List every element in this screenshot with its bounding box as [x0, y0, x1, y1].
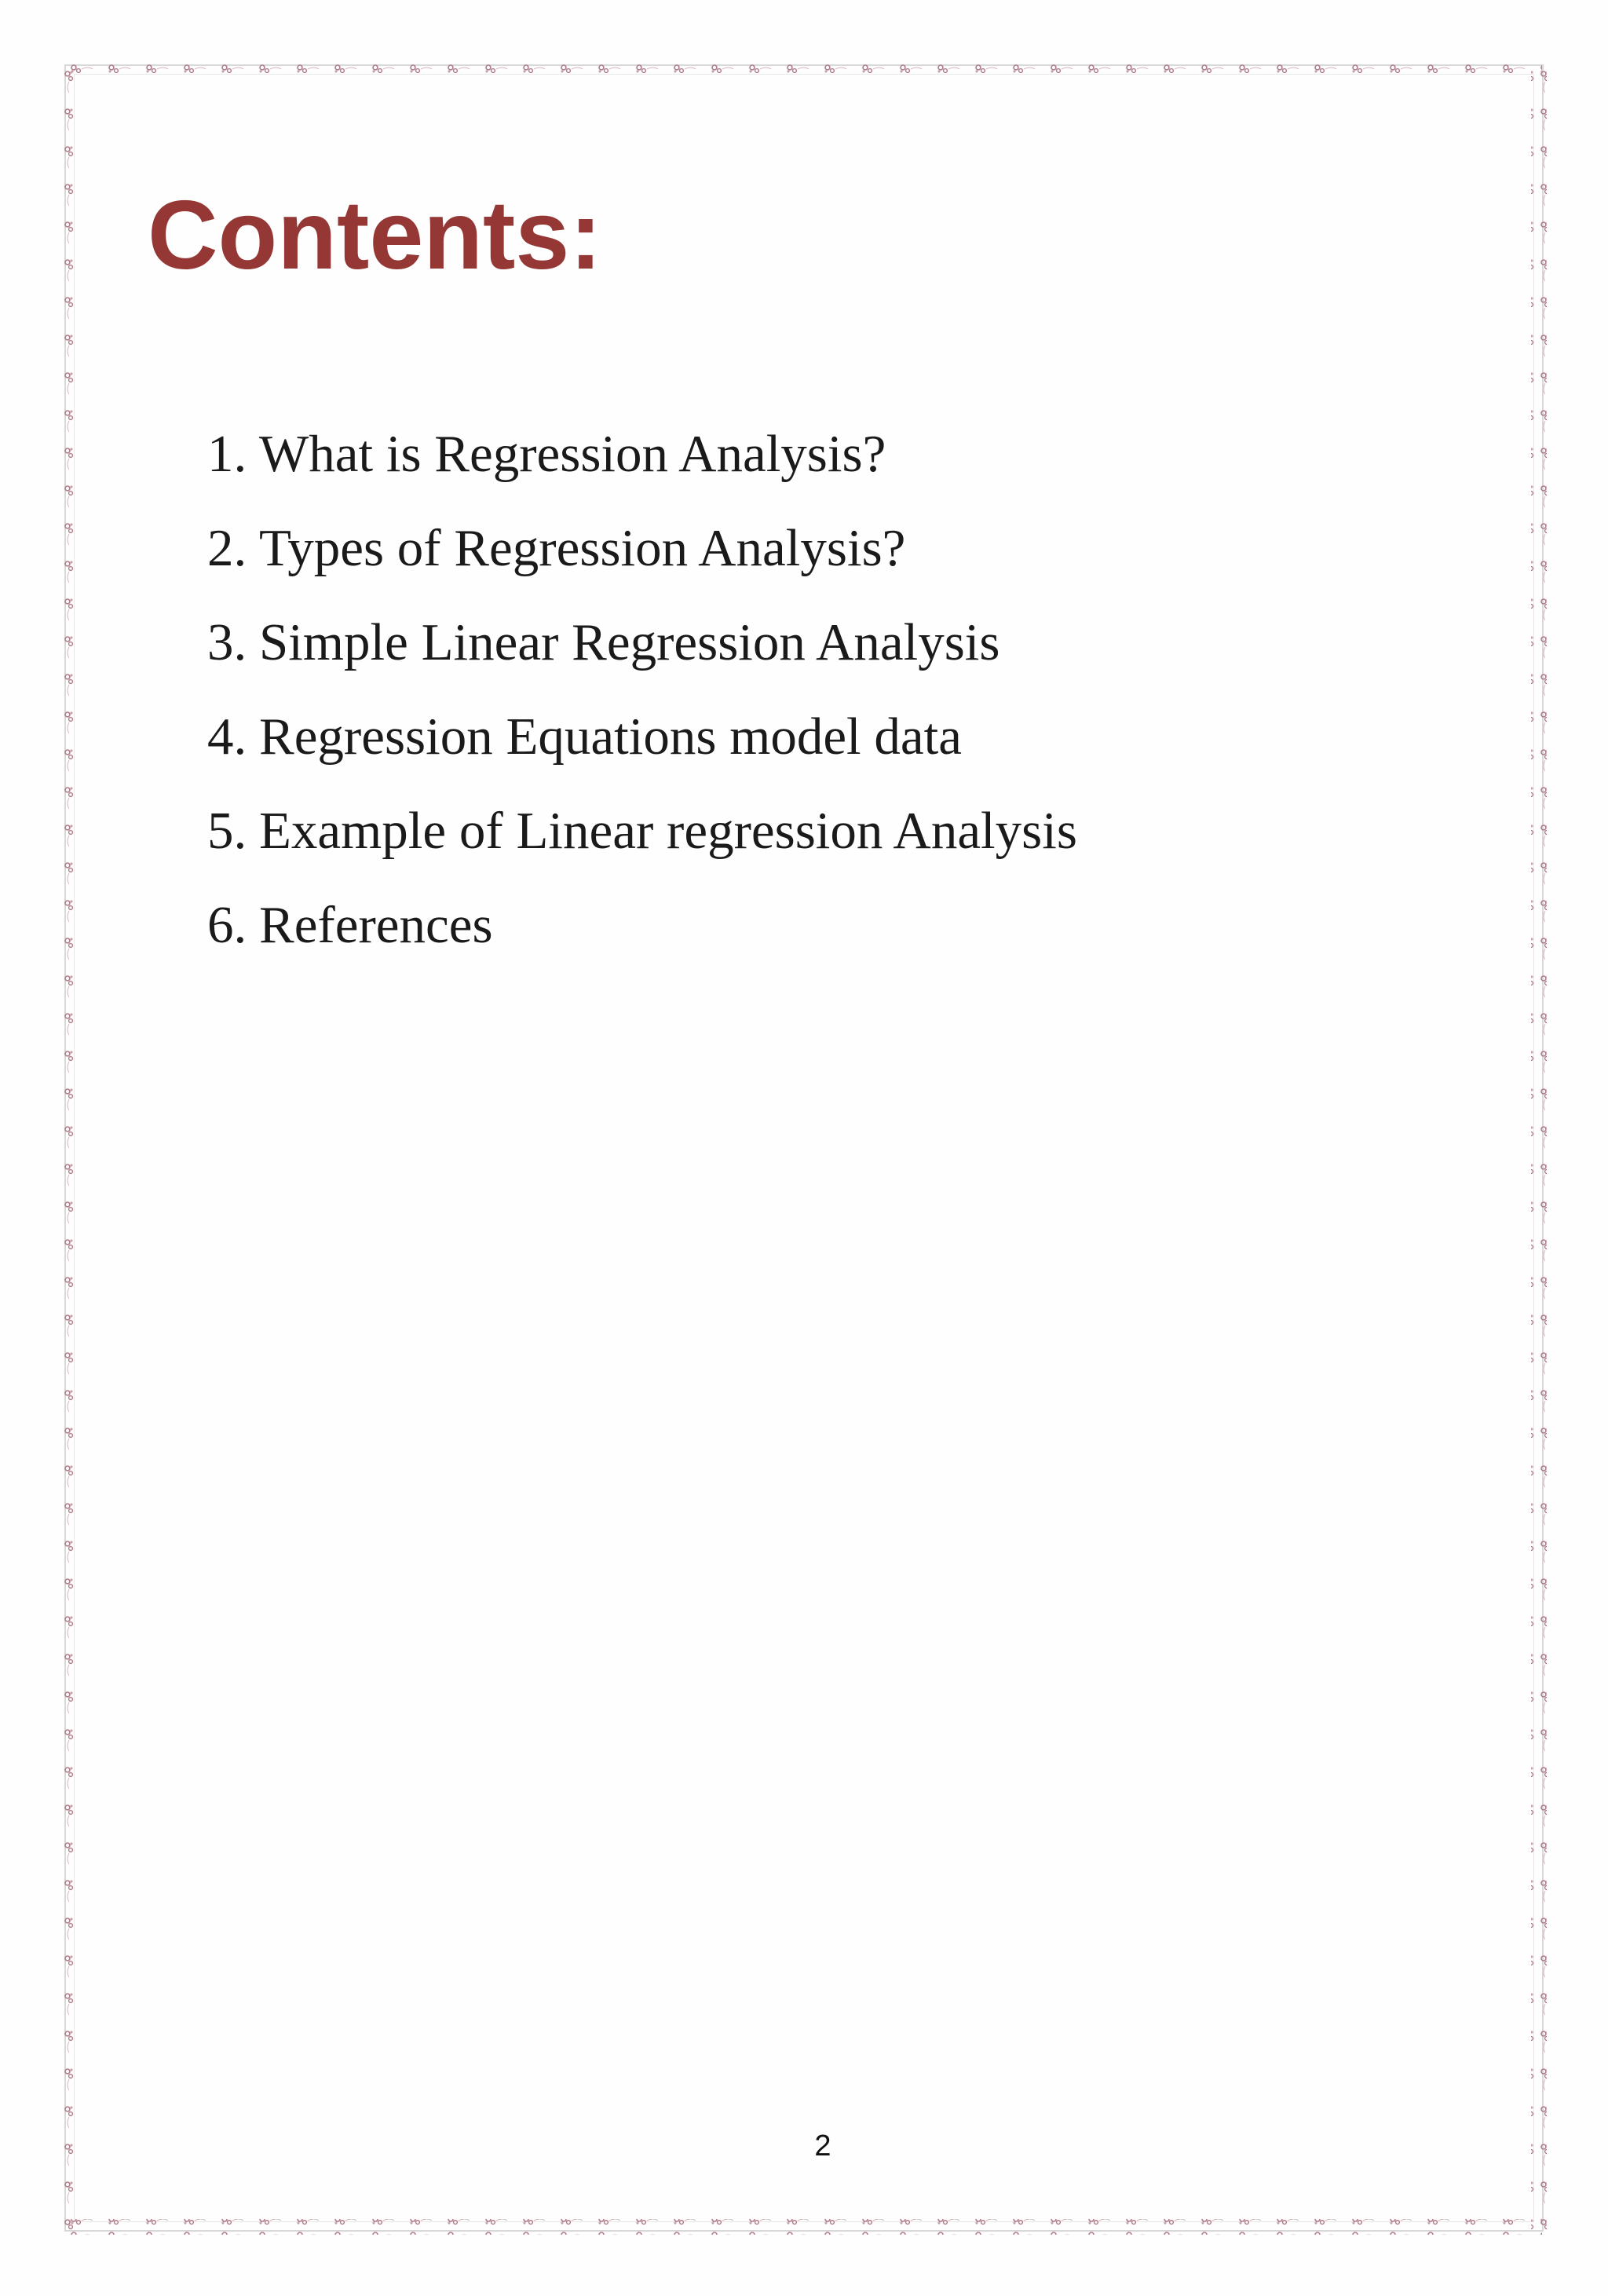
toc-item — [207, 878, 1077, 972]
toc-item-label: References — [259, 896, 493, 954]
toc-item — [207, 784, 1077, 878]
toc-item-number: 1. — [207, 425, 247, 483]
toc-item-label: Types of Regression Analysis? — [259, 519, 906, 577]
toc-item-number: 2. — [207, 519, 247, 577]
page-title: Contents: — [148, 181, 602, 290]
toc-item-label: Simple Linear Regression Analysis — [259, 613, 1000, 671]
toc-item-number: 4. — [207, 707, 247, 766]
toc-item — [207, 407, 1077, 501]
toc-item-label: Regression Equations model data — [259, 707, 963, 766]
toc-item — [207, 501, 1077, 595]
table-of-contents — [207, 407, 1077, 972]
toc-item-number: 3. — [207, 613, 247, 671]
page-number: 2 — [814, 2130, 831, 2163]
toc-item — [207, 689, 1077, 784]
toc-item — [207, 595, 1077, 689]
toc-item-label: What is Regression Analysis? — [259, 425, 886, 483]
toc-item-number: 6. — [207, 896, 247, 954]
toc-item-number: 5. — [207, 802, 247, 860]
toc-item-label: Example of Linear regression Analysis — [259, 802, 1077, 860]
